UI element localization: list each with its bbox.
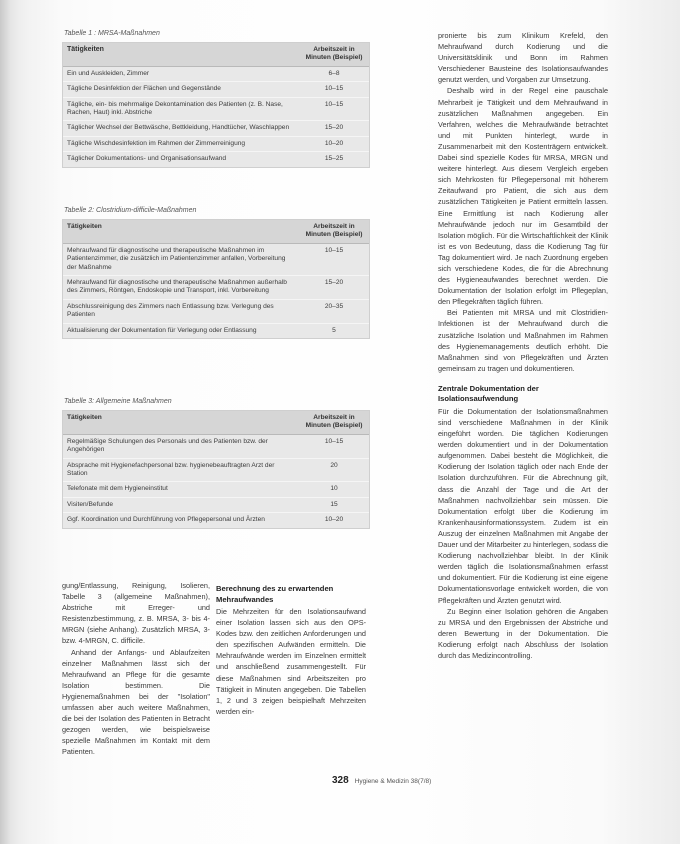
cell-activity: Täglicher Wechsel der Bettwäsche, Bettkleidung, Handtücher, Waschlappen: [67, 124, 290, 132]
cell-activity: Ggf. Koordination und Durchführung von Pflegepersonal und Ärzten: [67, 516, 265, 524]
table-row: [63, 323, 369, 338]
table-row: [63, 120, 369, 135]
cell-time: 10–20: [324, 516, 344, 524]
cell-activity: Tägliche, ein- bis mehrmalige Dekontamination des Patienten (z. B. Nase, Rachen, Haut) inkl. Abstriche: [67, 100, 283, 117]
table-row: [63, 481, 369, 496]
body-column-left-2: [216, 580, 366, 717]
table-row: [63, 136, 369, 151]
paragraph: Anhand der Anfangs- und Ablaufzeiten einzelner Maßnahmen lässt sich der Mehraufwand an Pflege für die gesamte Isolation bestimmen. Die Hygienemaßnahmen bei der "Isolation" umfassen aber auch weitere Maßnahmen, die bei der Isolation des Patienten in Betracht gezogen werden, wie beispielsweise spezielle Maßnahmen im Kontakt mit dem Patienten.: [62, 647, 210, 757]
table-row: [63, 67, 369, 81]
table-caption: Tabelle 2: Clostridium-difficile-Maßnahmen: [64, 207, 197, 214]
table-row: [63, 151, 369, 166]
table-row: [63, 458, 369, 482]
cell-time: 20–35: [324, 302, 344, 310]
table-header-row: [63, 43, 369, 67]
paragraph: gung/Entlassung, Reinigung, Isolieren, Tabelle 3 (allgemeine Maßnahmen), Abstriche mit Erreger- und Resistenzbestimmung, z. B. MRSA, 3- bis 4-MRGN (siehe Anhang). Zusätzlich MRSA, 3- bzw. 4-MRGN, C. difficile.: [62, 581, 210, 646]
header-time: Arbeitszeit in Minuten (Beispiel): [305, 223, 363, 239]
table-mrsa-measures: [62, 30, 370, 168]
table-row: [63, 275, 369, 299]
header-time: Arbeitszeit in Minuten (Beispiel): [305, 414, 363, 430]
table-row: [63, 512, 369, 527]
table-row: [63, 299, 369, 323]
journal-reference: Hygiene & Medizin 38(7/8): [354, 778, 432, 785]
book-gutter-shadow: [0, 0, 18, 844]
cell-activity: Mehraufwand für diagnostische und therapeutische Maßnahmen außerhalb des Zimmers, Röntgen, Endoskopie und Transport, inkl. Vorbereitung: [67, 279, 287, 295]
cell-activity: Absprache mit Hygienefachpersonal bzw. hygienebeauftragten Arzt der Station: [67, 461, 275, 478]
table-caption: Tabelle 1 : MRSA-Maßnahmen: [64, 30, 160, 37]
cell-time: 15: [330, 500, 338, 508]
table-general-measures: [62, 398, 370, 529]
cell-activity: Tägliche Wischdesinfektion im Rahmen der Zimmerreinigung: [67, 139, 246, 147]
cell-time: 10–15: [324, 100, 344, 108]
table-row: [63, 97, 369, 121]
cell-activity: Abschlussreinigung des Zimmers nach Entlassung bzw. Verlegung des Patienten: [67, 302, 274, 319]
cell-time: 15–25: [324, 155, 344, 163]
cell-time: 15–20: [324, 124, 344, 132]
header-time: Arbeitszeit in Minuten (Beispiel): [305, 46, 363, 62]
header-activity: Tätigkeiten: [67, 223, 102, 230]
page-number: 328: [332, 775, 349, 786]
table-row: [63, 435, 369, 458]
table-row: [63, 81, 369, 96]
section-heading: Berechnung des zu erwartenden Mehraufwandes: [216, 584, 334, 604]
page-footer: [332, 775, 431, 786]
table-body: [62, 219, 370, 339]
paragraph: Deshalb wird in der Regel eine pauschale Mehrarbeit je Tätigkeit und dem Mehraufwand in zusätzlichen Maßnahmen angegeben. Ein Verfahren, welches die Mehraufwände betrachtet und mit Punkten hinterlegt, wurde in Zusammenarbeit mit den Kostenträgern entwickelt. Dabei sind spezielle Kodes für MRSA, MRGN und weitere hinterlegt. Aus diesem Vergleich ergeben sich Mehrkosten für Pflegepersonal mit höherem Zeitaufwand pro Patient, die sich aus dem zusätzlichen Tätigkeiten je Patient ermitteln lassen. Eine Ermittlung ist nach Kodierung aller Mehraufwände jedoch nur im Gesamtbild der Isolation möglich. Für die Wirtschaftlichkeit der Klinik ist es von Bedeutung, dass die Kodierung Tag für Tag dokumentiert wird. Je nach Zuordnung ergeben sich verschiedene Kodes, die für die Abrechnung des Hygieneaufwandes berechnet werden. Die Dokumentation der Isolation erfolgt im Pflegeplan, den Pflegekräften täglich führen.: [438, 86, 608, 307]
cell-activity: Täglicher Dokumentations- und Organisationsaufwand: [67, 155, 227, 163]
paragraph: Die Mehrzeiten für den Isolationsaufwand einer Isolation lassen sich aus den OPS-Kodes bzw. den zeitlichen Anforderungen und den spezifischen Aufwänden ermitteln. Die Mehraufwände werden im Einzelnen ermittelt und anschließend zusammengestellt. Für diese Maßnahmen sind Arbeitszeiten pro Tätigkeit in Minuten angegeben. Die Tabellen 1, 2 und 3 zeigen beispielhaft Mehrzeiten werden ein-: [216, 607, 366, 716]
cell-time: 10: [330, 485, 338, 493]
cell-time: 20: [330, 461, 338, 469]
cell-activity: Telefonate mit dem Hygieneinstitut: [67, 485, 168, 493]
cell-time: 10–15: [324, 437, 344, 445]
cell-time: 5: [332, 326, 336, 334]
body-column-left-1: [62, 580, 210, 758]
cell-activity: Visiten/Befunde: [67, 500, 114, 508]
section-heading: Zentrale Dokumentation der Isolationsaufwendung: [438, 383, 539, 404]
table-body: [62, 410, 370, 529]
table-row: [63, 244, 369, 275]
paragraph: Für die Dokumentation der Isolationsmaßnahmen sind verschiedene Maßnahmen in der Klinik eingeführt worden. Die täglichen Kodierungen werden dokumentiert und in der Dokumentation aufgenommen. Dabei besteht die Möglichkeit, die Kodierung der Isolation täglich oder nach Ende der Isolation durchzuführen. Für die Abrechnung gilt, dass die Anzahl der Tage und die Art der Maßnahmen nachvollziehbar sein müssen. Die Dokumentation erfolgt über die Kodierung im Krankenhausinformationssystem. Zudem ist ein Auszug der einzelnen Maßnahmen mit Angabe der Dauer und der Mitarbeiter zu hinterlegen, sodass die Kodierung nachvollziehbar bleibt. In der Klinik werden täglich die Isolationsmaßnahmen erfasst und dokumentiert. Für die Kodierung ist eine eigene Dokumentationsvorlage entwickelt worden, die von Pflegekräften und Ärzten genutzt wird.: [438, 406, 608, 605]
table-header-row: [63, 411, 369, 435]
cell-activity: Tägliche Desinfektion der Flächen und Gegenstände: [67, 85, 221, 93]
cell-activity: Mehraufwand für diagnostische und therapeutische Maßnahmen im Patientenzimmer, die zusätzlich im Patientenzimmer anfallen, Vorbereitung der Maßnahme: [67, 246, 286, 271]
cell-time: 10–15: [324, 246, 344, 254]
cell-activity: Aktualisierung der Dokumentation für Verlegung oder Entlassung: [67, 326, 257, 334]
table-header-row: [63, 220, 369, 244]
cell-time: 15–20: [324, 279, 344, 287]
paragraph: Bei Patienten mit MRSA und mit Clostridien-Infektionen ist der Mehraufwand durch die zusätzliche Isolation und Maßnahmen im Rahmen des Hygienemanagements deutlich erhöht. Die Maßnahmen sind von Pflegekräften und Ärzten gemeinsam zu tragen und dokumentieren.: [438, 308, 608, 373]
paragraph: Zu Beginn einer Isolation gehören die Angaben zu MRSA und den Ergebnissen der Abstriche und deren Bewertung in der Dokumentation. Die Kodierung erfolgt nach Abschluss der Isolation durch das Medizincontrolling.: [438, 606, 608, 660]
cell-time: 10–20: [324, 139, 344, 147]
table-body: [62, 42, 370, 168]
cell-time: 10–15: [324, 85, 344, 93]
cell-activity: Regelmäßige Schulungen des Personals und des Patienten bzw. der Angehörigen: [67, 437, 268, 454]
table-cdiff-measures: [62, 207, 370, 339]
header-activity: Tätigkeiten: [67, 46, 104, 53]
paragraph: pronierte bis zum Klinikum Krefeld, den Mehraufwand durch Kodierung und die Universitätsklinik und Bonn im Rahmen Verschiedener Bausteine des Isolationsaufwandes genutzt werden, und Vorgaben zur Umsetzung.: [438, 31, 608, 85]
cell-time: 6–8: [328, 69, 340, 77]
table-caption: Tabelle 3: Allgemeine Maßnahmen: [64, 398, 172, 405]
cell-activity: Ein und Auskleiden, Zimmer: [67, 69, 150, 77]
header-activity: Tätigkeiten: [67, 414, 102, 421]
table-row: [63, 497, 369, 512]
body-column-right: [438, 30, 608, 661]
